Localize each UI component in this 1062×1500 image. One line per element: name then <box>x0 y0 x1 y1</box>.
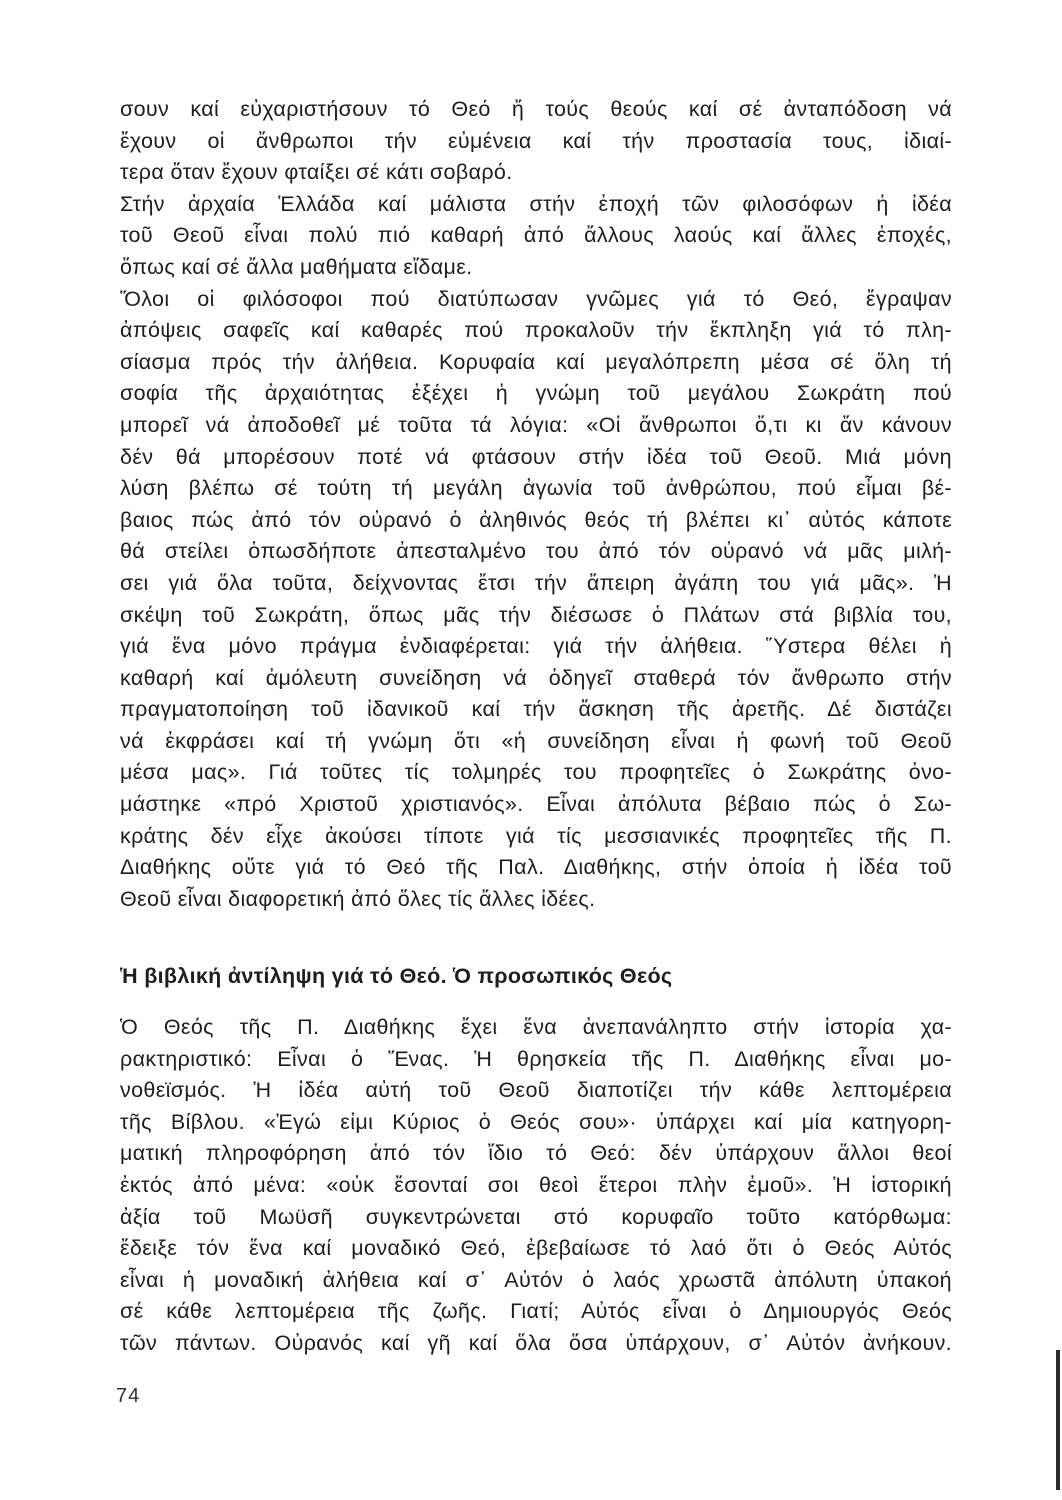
text-line: μέσα μας». Γιά τοῦτες τίς τολμηρές του προφητεῖες ὁ Σωκράτης ὀνο- <box>120 760 952 785</box>
text-line: Διαθήκης οὔτε γιά τό Θεό τῆς Παλ. Διαθήκης, στήν ὁποία ἡ ἰδέα τοῦ <box>120 855 952 880</box>
text-line: μάστηκε «πρό Χριστοῦ χριστιανός». Εἶναι ἀπόλυτα βέβαιο πώς ὁ Σω- <box>120 792 952 817</box>
text-line: σει γιά ὅλα τοῦτα, δείχνοντας ἔτσι τήν ἄπειρη ἀγάπη του γιά μᾶς». Ἡ <box>120 570 952 595</box>
text-line: Ὅλοι οἱ φιλόσοφοι πού διατύπωσαν γνῶμες γιά τό Θεό, ἔγραψαν <box>120 286 952 311</box>
text-line: μπορεῖ νά ἀποδοθεῖ μέ τοῦτα τά λόγια: «Οἱ ἄνθρωποι ὅ,τι κι ἄν κάνουν <box>120 412 952 437</box>
text-line: νοθεϊσμός. Ἡ ἰδέα αὐτή τοῦ Θεοῦ διαποτίζει τήν κάθε λεπτομέρεια <box>120 1078 952 1103</box>
text-line: σοφία τῆς ἀρχαιότητας ἐξέχει ἡ γνώμη τοῦ μεγάλου Σωκράτη πού <box>120 381 952 406</box>
section-heading: Ἡ βιβλική ἀντίληψη γιά τό Θεό. Ὁ προσωπικός Θεός <box>120 964 673 988</box>
text-line: καθαρή καί ἀμόλευτη συνείδηση νά ὁδηγεῖ σταθερά τόν ἄνθρωπο στήν <box>120 665 952 690</box>
text-line: σίασμα πρός τήν ἀλήθεια. Κορυφαία καί μεγαλόπρεπη μέσα σέ ὅλη τή <box>120 349 952 374</box>
text-line: Θεοῦ εἶναι διαφορετική ἀπό ὅλες τίς ἄλλες ἰδέες. <box>120 886 596 911</box>
text-line: ὅπως καί σέ ἄλλα μαθήματα εἴδαμε. <box>120 254 473 279</box>
text-line: σέ κάθε λεπτομέρεια τῆς ζωῆς. Γιατί; Αὐτός εἶναι ὁ Δημιουργός Θεός <box>120 1299 952 1324</box>
text-line: τῶν πάντων. Οὐρανός καί γῆ καί ὅλα ὅσα ὑπάρχουν, σ᾽ Αὐτόν ἀνήκουν. <box>120 1330 952 1355</box>
text-line: λύση βλέπω σέ τούτη τή μεγάλη ἀγωνία τοῦ ἀνθρώπου, πού εἶμαι βέ- <box>120 476 952 501</box>
text-line: ἀξία τοῦ Μωϋσῆ συγκεντρώνεται στό κορυφαῖο τοῦτο κατόρθωμα: <box>120 1204 952 1229</box>
text-line: βαιος πώς ἀπό τόν οὐρανό ὁ ἀληθινός θεός τή βλέπει κι᾽ αὐτός κάποτε <box>120 507 952 532</box>
text-line: σουν καί εὐχαριστήσουν τό Θεό ἤ τούς θεούς καί σέ ἀνταπόδοση νά <box>120 97 952 121</box>
text-line: ἀπόψεις σαφεῖς καί καθαρές πού προκαλοῦν τήν ἔκπληξη γιά τό πλη- <box>120 318 952 343</box>
text-line: πραγματοποίηση τοῦ ἰδανικοῦ καί τήν ἄσκηση τῆς ἀρετῆς. Δέ διστάζει <box>120 697 952 722</box>
text-line: κράτης δέν εἶχε ἀκούσει τίποτε γιά τίς μεσσιανικές προφητεῖες τῆς Π. <box>120 823 952 848</box>
text-line: γιά ἕνα μόνο πράγμα ἐνδιαφέρεται: γιά τήν ἀλήθεια. Ὕστερα θέλει ἡ <box>120 634 952 659</box>
text-line: θά στείλει ὁπωσδήποτε ἀπεσταλμένο του ἀπό τόν οὐρανό νά μᾶς μιλή- <box>120 539 952 564</box>
body-text-section-1 <box>120 94 952 915</box>
text-line: Ὁ Θεός τῆς Π. Διαθήκης ἔχει ἕνα ἀνεπανάληπτο στήν ἱστορία χα- <box>120 1015 952 1039</box>
body-text-section-2 <box>120 1012 952 1360</box>
text-line: Στήν ἀρχαία Ἑλλάδα καί μάλιστα στήν ἐποχή τῶν φιλοσόφων ἡ ἰδέα <box>120 191 952 216</box>
page-number: 74 <box>116 1385 141 1407</box>
text-line: νά ἐκφράσει καί τή γνώμη ὅτι «ἡ συνείδηση εἶναι ἡ φωνή τοῦ Θεοῦ <box>120 728 952 753</box>
text-line: δέν θά μπορέσουν ποτέ νά φτάσουν στήν ἰδέα τοῦ Θεοῦ. Μιά μόνη <box>120 444 952 469</box>
text-line: ἐκτός ἀπό μένα: «οὐκ ἔσονταί σοι θεοὶ ἕτεροι πλὴν ἐμοῦ». Ἡ ἱστορική <box>120 1172 952 1197</box>
text-line: ἔχουν οἱ ἄνθρωποι τήν εὐμένεια καί τήν προστασία τους, ἰδιαί- <box>120 128 952 153</box>
text-line: ματική πληροφόρηση ἀπό τόν ἴδιο τό Θεό: δέν ὑπάρχουν ἄλλοι θεοί <box>120 1141 952 1166</box>
text-line: ρακτηριστικό: Εἶναι ὁ Ἕνας. Ἡ θρησκεία τῆς Π. Διαθήκης εἶναι μο- <box>120 1046 952 1071</box>
text-line: τῆς Βίβλου. «Ἐγώ εἰμι Κύριος ὁ Θεός σου»· ὑπάρχει καί μία κατηγορη- <box>120 1109 952 1134</box>
text-line: τερα ὅταν ἔχουν φταίξει σέ κάτι σοβαρό. <box>120 160 513 185</box>
text-line: σκέψη τοῦ Σωκράτη, ὅπως μᾶς τήν διέσωσε ὁ Πλάτων στά βιβλία του, <box>120 602 952 627</box>
page-edge-mark <box>1056 1350 1060 1490</box>
text-line: ἔδειξε τόν ἕνα καί μοναδικό Θεό, ἐβεβαίωσε τό λαό ὅτι ὁ Θεός Αὐτός <box>120 1236 952 1261</box>
text-line: τοῦ Θεοῦ εἶναι πολύ πιό καθαρή ἀπό ἄλλους λαούς καί ἄλλες ἐποχές, <box>120 223 952 248</box>
text-line: εἶναι ἡ μοναδική ἀλήθεια καί σ᾽ Αὐτόν ὁ λαός χρωστᾶ ἀπόλυτη ὑπακοή <box>120 1267 952 1292</box>
